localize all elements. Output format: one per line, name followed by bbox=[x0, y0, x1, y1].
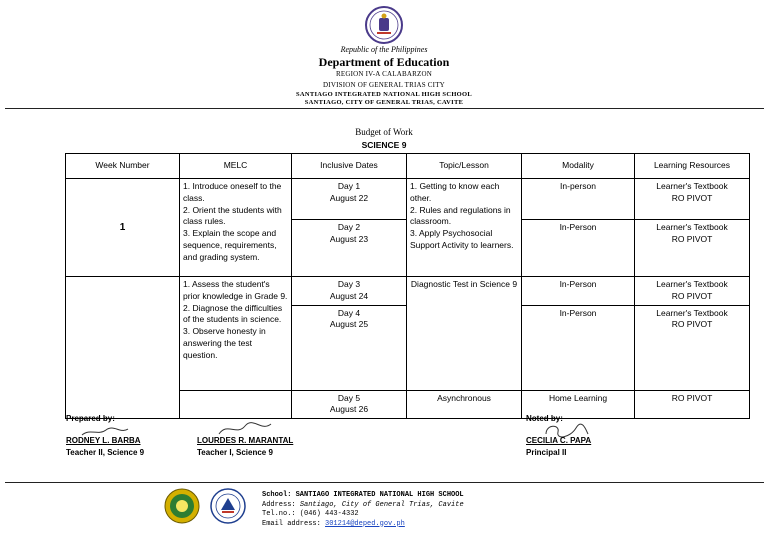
day-label: Day 5 bbox=[337, 392, 361, 403]
division-line: DIVISION OF GENERAL TRIAS CITY bbox=[323, 81, 445, 89]
melc-item: 3. Explain the scope and sequence, requirements, and grading system. bbox=[183, 228, 277, 262]
department-name: Department of Education bbox=[318, 55, 450, 69]
date-cell bbox=[292, 277, 407, 306]
modality-cell: In-person bbox=[522, 179, 635, 220]
melc-item: 2. Diagnose the difficulties of the students in science. bbox=[183, 302, 283, 325]
header-divider bbox=[5, 108, 764, 109]
modality-cell: In-Person bbox=[522, 277, 635, 306]
resource-item: Learner's Textbook bbox=[656, 307, 728, 318]
footer-email-label: Email address: bbox=[262, 519, 321, 528]
topic-cell: Asynchronous bbox=[407, 390, 522, 419]
melc-item: 3. Observe honesty in answering the test question. bbox=[183, 326, 266, 360]
col-header: Week Number bbox=[66, 154, 180, 179]
date-cell bbox=[292, 179, 407, 220]
col-header: Topic/Lesson bbox=[407, 154, 522, 179]
noted-by-label: Noted by: bbox=[526, 414, 563, 423]
resource-item: RO PIVOT bbox=[671, 233, 713, 244]
melc-cell-empty bbox=[180, 390, 292, 419]
budget-of-work-table bbox=[65, 153, 750, 419]
topic-item: 1. Getting to know each other. bbox=[410, 181, 500, 203]
resources-cell: RO PIVOT bbox=[635, 390, 750, 419]
date-cell bbox=[292, 390, 407, 419]
resource-item: Learner's Textbook bbox=[656, 181, 728, 191]
subject-title: SCIENCE 9 bbox=[361, 140, 407, 150]
resource-item: Learner's Textbook bbox=[656, 279, 728, 289]
resources-cell bbox=[635, 305, 750, 390]
melc-item: 1. Introduce oneself to the class. bbox=[183, 181, 282, 203]
date-label: August 25 bbox=[329, 319, 369, 330]
resources-cell bbox=[635, 277, 750, 306]
footer-email-link[interactable]: 301214@deped.gov.ph bbox=[325, 519, 405, 528]
date-label: August 26 bbox=[329, 404, 369, 415]
document-title: Budget of Work bbox=[355, 127, 413, 137]
region-line: REGION IV-A CALABARZON bbox=[336, 70, 432, 78]
school-line: SANTIAGO INTEGRATED NATIONAL HIGH SCHOOL bbox=[295, 91, 473, 98]
footer-contact bbox=[262, 491, 464, 529]
week-number-cell-empty bbox=[66, 277, 180, 419]
school-logo-icon bbox=[164, 488, 200, 524]
footer-school: School: SANTIAGO INTEGRATED NATIONAL HIGH SCHOOL bbox=[262, 491, 464, 499]
modality-cell: In-Person bbox=[522, 220, 635, 277]
footer-address: Santiago, City of General Trias, Cavite bbox=[299, 500, 464, 509]
date-label: August 22 bbox=[329, 192, 369, 203]
preparer-2-title: Teacher I, Science 9 bbox=[197, 448, 273, 457]
date-label: August 24 bbox=[329, 290, 369, 301]
date-label: August 23 bbox=[329, 233, 369, 244]
topic-cell: Diagnostic Test in Science 9 bbox=[407, 277, 522, 391]
division-logo-icon bbox=[210, 488, 246, 524]
footer-email-line bbox=[262, 520, 464, 530]
col-header: Learning Resources bbox=[635, 154, 750, 179]
prepared-by-label: Prepared by: bbox=[66, 414, 115, 423]
preparer-1-title: Teacher II, Science 9 bbox=[66, 448, 145, 457]
modality-cell: Home Learning bbox=[522, 390, 635, 419]
melc-cell bbox=[180, 179, 292, 277]
week-number-cell: 1 bbox=[66, 179, 180, 277]
date-cell bbox=[292, 220, 407, 277]
noter-name: CECILIA C. PAPA bbox=[526, 436, 592, 445]
col-header: MELC bbox=[180, 154, 292, 179]
col-header: Modality bbox=[522, 154, 635, 179]
topic-cell bbox=[407, 179, 522, 277]
col-header: Inclusive Dates bbox=[292, 154, 407, 179]
melc-item: 2. Orient the students with class rules. bbox=[183, 204, 282, 227]
day-label: Day 1 bbox=[337, 181, 361, 191]
day-label: Day 4 bbox=[337, 307, 361, 318]
resources-cell bbox=[635, 220, 750, 277]
resource-item: RO PIVOT bbox=[671, 319, 713, 330]
noter-title: Principal II bbox=[526, 448, 567, 457]
date-cell bbox=[292, 305, 407, 390]
resources-cell bbox=[635, 179, 750, 220]
footer-divider bbox=[5, 482, 764, 483]
topic-item: 3. Apply Psychosocial Support Activity to learners. bbox=[410, 228, 514, 250]
melc-cell bbox=[180, 277, 292, 391]
day-label: Day 2 bbox=[337, 222, 361, 232]
footer-address-label: Address: bbox=[262, 500, 296, 509]
resource-item: RO PIVOT bbox=[671, 192, 713, 203]
melc-item: 1. Assess the student's prior knowledge in Grade 9. bbox=[183, 279, 288, 301]
table-row bbox=[66, 277, 750, 306]
deped-seal-icon bbox=[364, 5, 404, 45]
table-row bbox=[66, 179, 750, 220]
preparer-1-name: RODNEY L. BARBA bbox=[66, 436, 141, 445]
table-header-row bbox=[66, 154, 750, 179]
resource-item: Learner's Textbook bbox=[656, 222, 728, 232]
school-address-line: SANTIAGO, CITY OF GENERAL TRIAS, CAVITE bbox=[304, 99, 464, 106]
modality-cell: In-Person bbox=[522, 305, 635, 390]
resource-item: RO PIVOT bbox=[671, 290, 713, 301]
day-label: Day 3 bbox=[337, 279, 361, 289]
footer-tel: Tel.no.: (046) 443-4332 bbox=[262, 510, 359, 518]
footer-address-line bbox=[262, 501, 464, 511]
republic-line: Republic of the Philippines bbox=[340, 45, 428, 54]
topic-item: 2. Rules and regulations in classroom. bbox=[410, 204, 511, 227]
letterhead bbox=[0, 44, 768, 107]
preparer-2-name: LOURDES R. MARANTAL bbox=[197, 436, 294, 445]
